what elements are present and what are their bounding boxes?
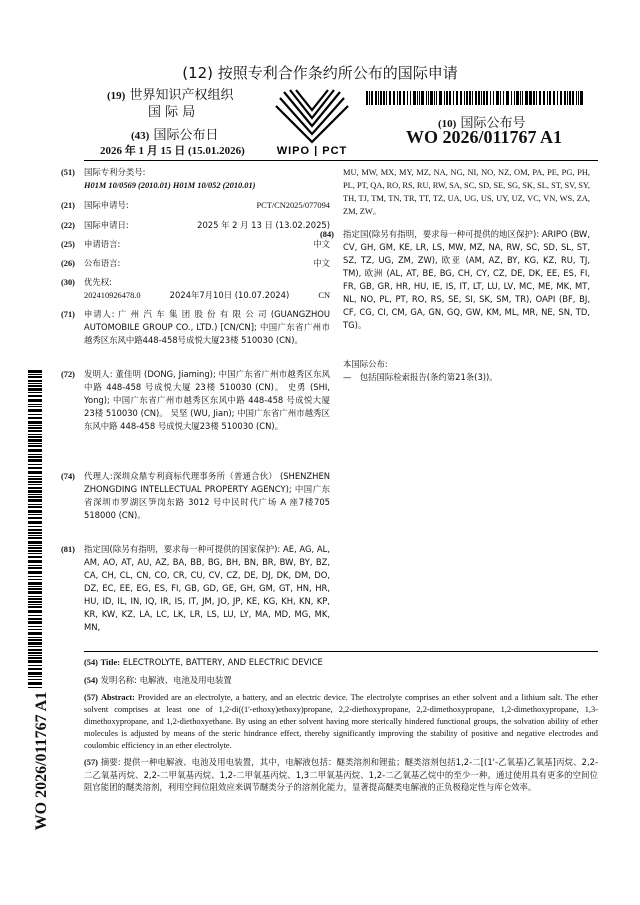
appno-value: PCT/CN2025/077094 — [256, 201, 330, 210]
filinglang-field — [61, 238, 330, 251]
agent-num: (74) — [61, 472, 75, 481]
appdate-label: 国际申请日: — [84, 220, 129, 230]
pubdate-label: 国际公布日 — [153, 128, 219, 143]
wipo-logo-text: WIPO | PCT — [276, 145, 348, 156]
body-rule — [84, 651, 598, 652]
inventor-text: 发明人: 董佳明 (DONG, Jiaming); 中国广东省广州市越秀区东风中路 448-458 号成悦大厦 23楼 510030 (CN)。 史勇 (SHI, Yong); 中国广东省广州市越秀区东风中路 448-458 号成悦大厦23楼 510030 (CN)。 吴坚 (WU, Jian); 中国广东省广州市越秀区东风中路 448-458 号成悦大厦23楼 510030 (CN)。 — [84, 369, 330, 431]
ipc-num: (51) — [61, 168, 75, 177]
pubdate-value: 2026 年 1 月 15 日 (15.01.2026) — [100, 145, 245, 157]
pubno-num: (10) — [438, 118, 457, 130]
title-en-label: Title: — [100, 658, 121, 667]
priority-row — [84, 289, 330, 302]
applicant-field — [61, 308, 330, 347]
title-cn-text: 电解液、电池及用电装置 — [139, 675, 232, 685]
priority-number: 202410926478.0 — [84, 291, 141, 300]
appdate-num: (22) — [61, 221, 75, 230]
publang-num: (26) — [61, 259, 75, 268]
appdate-value: 2025 年 2 月 13 日 (13.02.2025) — [197, 220, 330, 230]
ipc-field — [61, 166, 330, 192]
filinglang-num: (25) — [61, 240, 75, 249]
priority-date: 2024年7月10日 (10.07.2024) — [169, 290, 290, 300]
title-cn-num: (54) — [84, 676, 98, 685]
applicant-text: 申请人: 广 州 汽 车 集 团 股 份 有 限 公 司 (GUANGZHOU AUTOMOBILE GROUP CO., LTD.) [CN/CN]; 中国广东省广州市越秀区东风中路448-458号成悦大厦23楼 510030 (CN)。 — [84, 309, 330, 345]
states-text: 指定国(除另有指明，要求每一种可提供的国家保护): AE, AG, AL, AM, AO, AT, AU, AZ, BA, BB, BG, BH, BN, BR, BW, BY, BZ, CA, CH, CL, CN, CO, CR, CU, CV, CZ, DE, DJ, DK, DM, DO, DZ, EC, EE, EG, ES, FI, GB, GD, GE, GH, GM, GT, HN, HR, HU, ID, IL, IN, IQ, IR, IS, IT, JM, JO, JP, KE, KG, KH, KN, KP, KR, KW, KZ, LA, LC, LK, LR, LS, LU, LY, MA, MD, MG, MK, MN, — [84, 544, 330, 632]
applicant-num: (71) — [61, 310, 75, 319]
states-field — [61, 543, 330, 634]
barcode-top — [366, 91, 584, 105]
abstract-en-text: Provided are an electrolyte, a battery, and an electric device. The electrolyte comprises an ether solvent and a lithium salt. The ether solvent comprises at least one of 1,2-di((1'-ethoxy)ethoxy)propane, 2,2-diethoxypropane, 2,2-dimethoxypropane, 1,2-dimethoxypropane, 1,3-dimethoxypropane, and 1,2-diethoxyethane. By using an ether solvent having more sterically hindered functional groups, the solvation ability of ether molecules is adjusted by means of the steric hindrance effect, thereby significantly improving the stability of positive and negative electrodes and coulombic efficiency in an ether electrolyte. — [84, 693, 599, 750]
regional-text: 指定国(除另有指明，要求每一种可提供的地区保护): ARIPO (BW, CV, GH, GM, KE, LR, LS, MW, MZ, NA, RW, SC, SD, SL, ST, SZ, TZ, UG, ZM, ZW), 欧亚 (AM, AZ, BY, KG, KZ, RU, TJ, TM), 欧洲 (AL, AT, BE, BG, CH, CY, CZ, DE, DK, EE, ES, FI, FR, GB, GR, HR, HU, IE, IS, IT, LT, LU, LV, MC, ME, MK, MT, NL, NO, PL, PT, RO, RS, SE, SI, SK, SM, TR), OAPI (BF, BJ, CF, CG, CI, CM, GA, GN, GQ, GW, KM, ML, MR, NE, SN, TD, TG)。 — [343, 229, 590, 330]
agent-text: 代理人:深圳众鼎专利商标代理事务所（普通合伙） (SHENZHEN ZHONGDING INTELLECTUAL PROPERTY AGENCY); 中国广东省深圳市罗湖区笋岗东路 3012 号中民时代广场 A 座7楼705 518000 (CN)。 — [84, 471, 330, 520]
published-field — [343, 358, 590, 384]
title-cn-label: 发明名称: — [100, 675, 137, 685]
ipc-label: 国际专利分类号: — [84, 167, 146, 177]
states-continued: MU, MW, MX, MY, MZ, NA, NG, NI, NO, NZ, OM, PA, PE, PG, PH, PL, PT, QA, RO, RS, RU, RW, SA, SC, SD, SE, SG, SK, SL, ST, SV, SY, TH, TJ, TM, TN, TR, TT, TZ, UA, UG, US, UY, UZ, VC, VN, WS, ZA, ZM, ZW。 — [343, 168, 590, 216]
abstract-cn-num: (57) — [84, 758, 98, 767]
pubdate-num: (43) — [131, 130, 150, 142]
filinglang-label: 申请语言: — [84, 239, 121, 249]
ipc-value: H01M 10/0569 (2010.01) H01M 10/052 (2010.01) — [84, 181, 256, 190]
publang-label: 公布语言: — [84, 258, 121, 268]
abstract-en-field — [84, 692, 598, 752]
wipo-emblem — [276, 90, 348, 142]
title-en-num: (54) — [84, 658, 98, 667]
org-sub: 国 际 局 — [148, 105, 196, 120]
agent-field — [61, 470, 330, 522]
pubdate-line — [131, 124, 218, 143]
filinglang-value: 中文 — [313, 239, 330, 249]
published-item: — 包括国际检索报告(条约第21条(3))。 — [343, 372, 498, 382]
priority-label: 优先权: — [84, 277, 112, 287]
inventor-num: (72) — [61, 370, 75, 379]
abstract-cn-label: 摘要: — [100, 757, 121, 767]
title-en-field — [84, 656, 598, 669]
pubno-value: WO 2026/011767 A1 — [406, 127, 563, 147]
appno-field — [61, 199, 330, 212]
wipo-logo — [262, 84, 362, 156]
title-cn-field — [84, 674, 598, 687]
publang-field — [61, 257, 330, 270]
title-en-text: ELECTROLYTE, BATTERY, AND ELECTRIC DEVICE — [122, 657, 323, 667]
abstract-en-label: Abstract: — [100, 693, 135, 702]
inventor-field — [61, 368, 330, 433]
priority-num: (30) — [61, 278, 75, 287]
published-label: 本国际公布: — [343, 359, 388, 369]
abstract-en-num: (57) — [84, 693, 98, 702]
org-num: (19) — [107, 90, 126, 102]
abstract-cn-field — [84, 756, 598, 793]
appno-num: (21) — [61, 201, 75, 210]
appno-label: 国际申请号: — [84, 200, 129, 210]
regional-num: (84) — [320, 230, 334, 239]
publang-value: 中文 — [313, 258, 330, 268]
appdate-field — [61, 219, 330, 232]
header-rule — [84, 160, 598, 161]
priority-field — [61, 276, 330, 302]
priority-country: CN — [318, 291, 330, 300]
org-name: 世界知识产权组织 — [129, 88, 234, 103]
abstract-cn-text: 提供一种电解液、电池及用电装置，其中，电解液包括：醚类溶剂和锂盐；醚类溶剂包括1,2-二[(1'-乙氧基)乙氧基]丙烷、2,2-二乙氧基丙烷、2,2-二甲氧基丙烷、1,2-二甲氧基丙烷、1,3二甲氧基丙烷、1,2-二乙氧基乙烷中的至少一种。通过使用具有更多的空间位阻官能团的醚类溶剂，利用空间位阻效应来调节醚类分子的溶剂化能力，显著提高醚类电解液的正负极稳定性与库仑效率。 — [84, 757, 598, 792]
states-num: (81) — [61, 545, 75, 554]
side-publication-number: WO 2026/011767 A1 — [33, 691, 50, 831]
document-title: (12) 按照专利合作条约所公布的国际申请 — [182, 64, 458, 82]
pubno-label: 国际公布号 — [460, 116, 526, 131]
